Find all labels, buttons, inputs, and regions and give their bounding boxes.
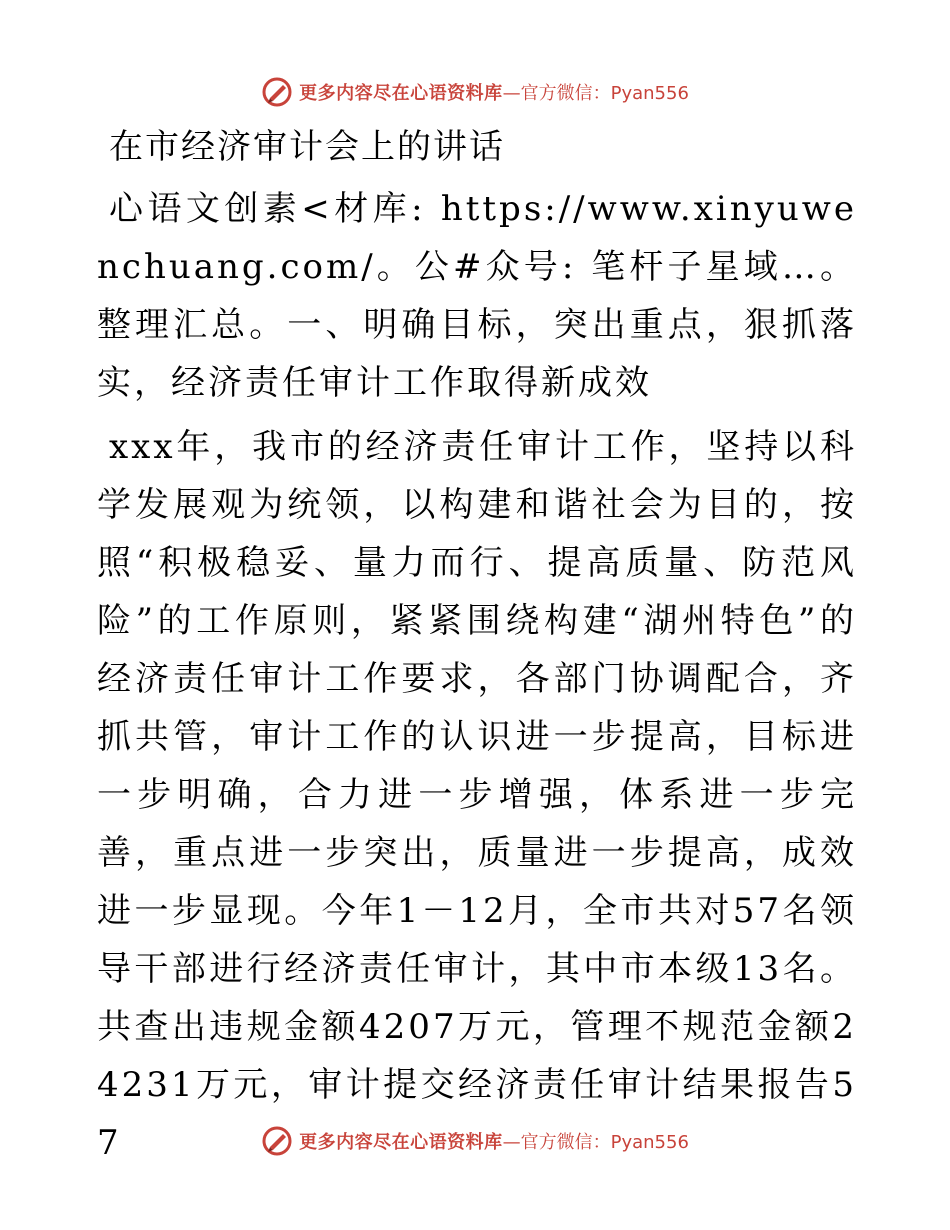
banner-main-text: 更多内容尽在心语资料库 [299,1132,503,1153]
header-watermark-banner [0,72,950,112]
document-body [97,118,857,1172]
banner-main-text: 更多内容尽在心语资料库 [299,83,503,104]
document-title: 在市经济审计会上的讲话 [109,127,505,167]
banner-sub-text: —官方微信：Pyan556 [502,1132,689,1153]
paragraph-2: xxx年，我市的经济责任审计工作，坚持以科学发展观为统领，以构建和谐社会为目的，按照“积极稳妥、量力而行、提高质量、防范风险”的工作原则，紧紧围绕构建“湖州特色”的经济责任审计工作要求，各部门协调配合，齐抓共管，审计工作的认识进一步提高，目标进一步明确，合力进一步增强，体系进一步完善，重点进一步突出，质量进一步提高，成效进一步显现。今年1－12月，全市共对57名领导干部进行经济责任审计，其中市本级13名。共查出违规金额4207万元，管理不规范金额24231万元，审计提交经济责任审计结果报告57 [97,427,857,1163]
pen-logo-icon [261,1125,293,1157]
pen-logo-icon [261,76,293,108]
footer-watermark-banner [0,1121,950,1161]
banner-sub-text: —官方微信：Pyan556 [502,83,689,104]
paragraph-1: 心语文创素<材库: https://www.xinyuwenchuang.com/。公#众号: 笔杆子星域…。整理汇总。一、明确目标，突出重点，狠抓落实，经济责任审计工作取得新成效 [97,189,857,403]
